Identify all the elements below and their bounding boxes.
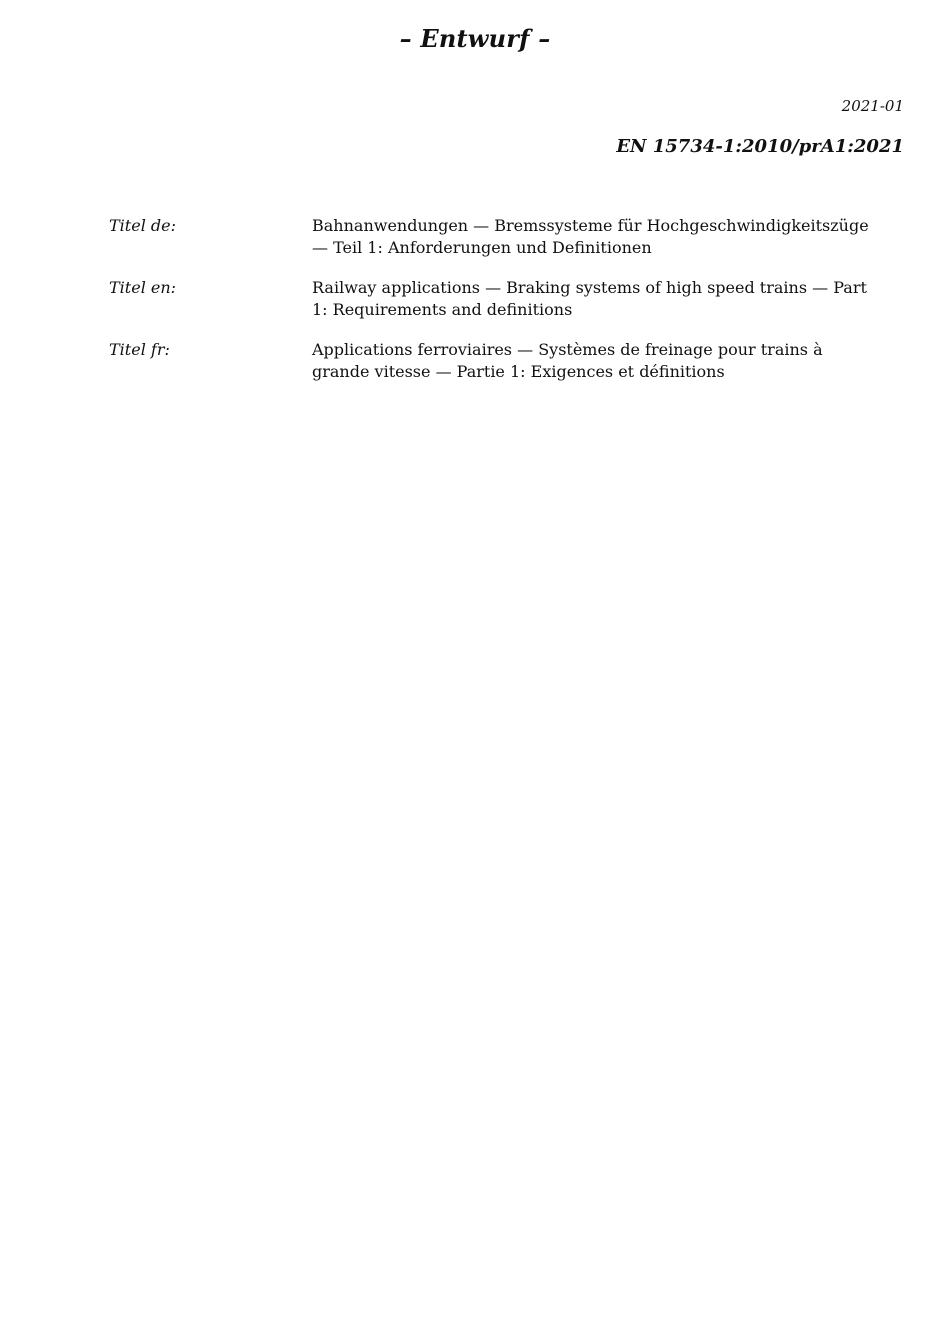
document-date: 2021-01 — [841, 97, 904, 115]
title-label-fr: Titel fr: — [109, 340, 170, 359]
title-row-en — [109, 277, 909, 321]
title-row-fr — [109, 339, 909, 383]
title-text-en: Railway applications — Braking systems of high speed trains — Part 1: Requirements and definitions — [312, 278, 867, 319]
title-row-de — [109, 215, 909, 259]
draft-heading: – Entwurf – — [399, 24, 551, 53]
title-label-en: Titel en: — [109, 278, 177, 297]
title-text-fr: Applications ferroviaires — Systèmes de freinage pour trains à grande vitesse — Partie 1: Exigences et définitions — [312, 340, 823, 381]
title-label-de: Titel de: — [109, 216, 176, 235]
title-text-de: Bahnanwendungen — Bremssysteme für Hochgeschwindigkeitszüge — Teil 1: Anforderungen und Definitionen — [312, 216, 869, 257]
document-number: EN 15734-1:2010/prA1:2021 — [616, 136, 904, 157]
titles-table — [109, 215, 909, 401]
